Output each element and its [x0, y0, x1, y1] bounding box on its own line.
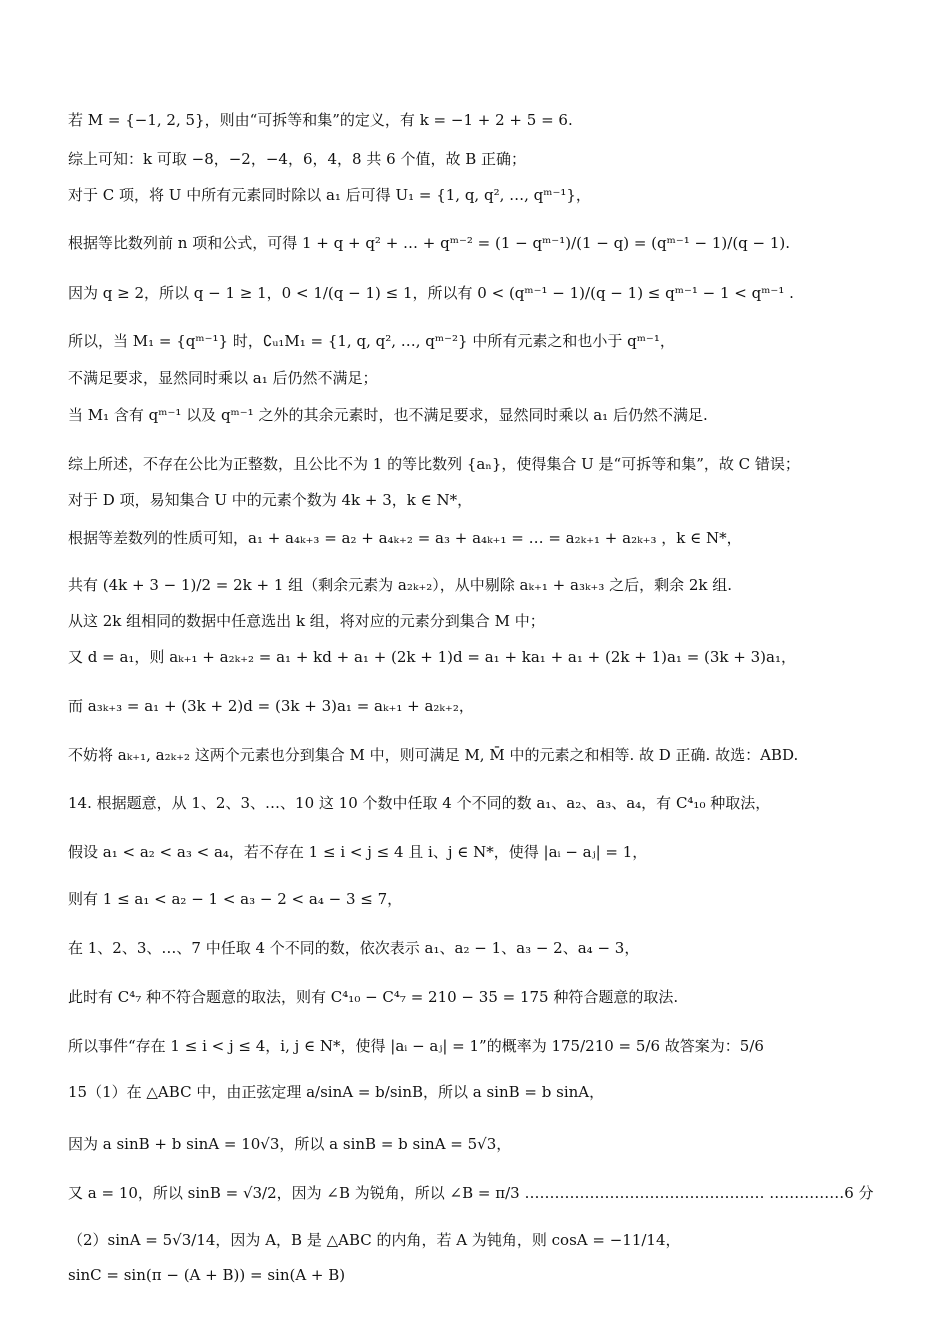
text-line: 不妨将 aₖ₊₁, a₂ₖ₊₂ 这两个元素也分到集合 M 中，则可满足 M, M̄ 中的元素之和相等. 故 D 正确. 故选：ABD. [68, 746, 799, 764]
text-line: 则有 1 ≤ a₁ < a₂ − 1 < a₃ − 2 < a₄ − 3 ≤ 7， [68, 890, 403, 908]
text-line: 此时有 C⁴₇ 种不符合题意的取法，则有 C⁴₁₀ − C⁴₇ = 210 − 35 = 175 种符合题意的取法. [68, 988, 679, 1006]
text-line: 假设 a₁ < a₂ < a₃ < a₄，若不存在 1 ≤ i < j ≤ 4 且 i、j ∈ N*，使得 |aᵢ − aⱼ| = 1， [68, 843, 648, 861]
text-line: 综上所述，不存在公比为正整数，且公比不为 1 的等比数列 {aₙ}，使得集合 U 是“可拆等和集”，故 C 错误； [68, 455, 800, 473]
text-line: 所以事件“存在 1 ≤ i < j ≤ 4，i, j ∈ N*，使得 |aᵢ − aⱼ| = 1”的概率为 175/210 = 5/6 故答案为：5/6 [68, 1037, 764, 1055]
text-line: 又 a = 10，所以 sinB = √3/2，因为 ∠B 为锐角，所以 ∠B = π/3 ………………………………………… ……………6 分 [68, 1184, 874, 1202]
text-line: （2）sinA = 5√3/14，因为 A，B 是 △ABC 的内角，若 A 为钝角，则 cosA = −11/14， [68, 1231, 681, 1249]
text-line: 综上可知：k 可取 −8，−2，−4，6，4，8 共 6 个值，故 B 正确； [68, 150, 527, 168]
text-line: 又 d = a₁，则 aₖ₊₁ + a₂ₖ₊₂ = a₁ + kd + a₁ + (2k + 1)d = a₁ + ka₁ + a₁ + (2k + 1)a₁ = (3k + 3)a₁， [68, 648, 796, 666]
text-line: 当 M₁ 含有 qᵐ⁻¹ 以及 qᵐ⁻¹ 之外的其余元素时，也不满足要求，显然同时乘以 a₁ 后仍然不满足. [68, 406, 708, 424]
text-line: 15（1）在 △ABC 中，由正弦定理 a/sinA = b/sinB，所以 a sinB = b sinA， [68, 1083, 605, 1101]
text-line: 14. 根据题意，从 1、2、3、…、10 这 10 个数中任取 4 个不同的数 a₁、a₂、a₃、a₄，有 C⁴₁₀ 种取法， [68, 794, 771, 812]
text-line: 根据等差数列的性质可知，a₁ + a₄ₖ₊₃ = a₂ + a₄ₖ₊₂ = a₃ + a₄ₖ₊₁ = … = a₂ₖ₊₁ + a₂ₖ₊₃ ，k ∈ N*， [68, 529, 742, 547]
text-line: 因为 a sinB + b sinA = 10√3，所以 a sinB = b sinA = 5√3， [68, 1135, 512, 1153]
text-line: 若 M = {−1, 2, 5}，则由“可拆等和集”的定义，有 k = −1 + 2 + 5 = 6. [68, 111, 573, 129]
text-line: 因为 q ≥ 2，所以 q − 1 ≥ 1，0 < 1/(q − 1) ≤ 1，所以有 0 < (qᵐ⁻¹ − 1)/(q − 1) ≤ qᵐ⁻¹ − 1 < qᵐ⁻¹ . [68, 284, 794, 302]
text-line: 所以，当 M₁ = {qᵐ⁻¹} 时，∁ᵤ₁M₁ = {1, q, q², …, qᵐ⁻²} 中所有元素之和也小于 qᵐ⁻¹， [68, 332, 675, 350]
text-line: 而 a₃ₖ₊₃ = a₁ + (3k + 2)d = (3k + 3)a₁ = aₖ₊₁ + a₂ₖ₊₂， [68, 697, 474, 715]
text-line: 对于 D 项，易知集合 U 中的元素个数为 4k + 3，k ∈ N*， [68, 491, 473, 509]
text-line: 对于 C 项，将 U 中所有元素同时除以 a₁ 后可得 U₁ = {1, q, q², …, qᵐ⁻¹}， [68, 186, 591, 204]
text-line: 在 1、2、3、…、7 中任取 4 个不同的数，依次表示 a₁、a₂ − 1、a₃ − 2、a₄ − 3， [68, 939, 640, 957]
text-line: 从这 2k 组相同的数据中任意选出 k 组，将对应的元素分到集合 M 中； [68, 612, 545, 630]
text-line: sinC = sin(π − (A + B)) = sin(A + B) [68, 1266, 346, 1284]
text-line: 共有 (4k + 3 − 1)/2 = 2k + 1 组（剩余元素为 a₂ₖ₊₂），从中剔除 aₖ₊₁ + a₃ₖ₊₃ 之后，剩余 2k 组. [68, 576, 733, 594]
text-line: 不满足要求，显然同时乘以 a₁ 后仍然不满足； [68, 369, 378, 387]
text-line: 根据等比数列前 n 项和公式，可得 1 + q + q² + … + qᵐ⁻² = (1 − qᵐ⁻¹)/(1 − q) = (qᵐ⁻¹ − 1)/(q − 1). [68, 234, 791, 252]
